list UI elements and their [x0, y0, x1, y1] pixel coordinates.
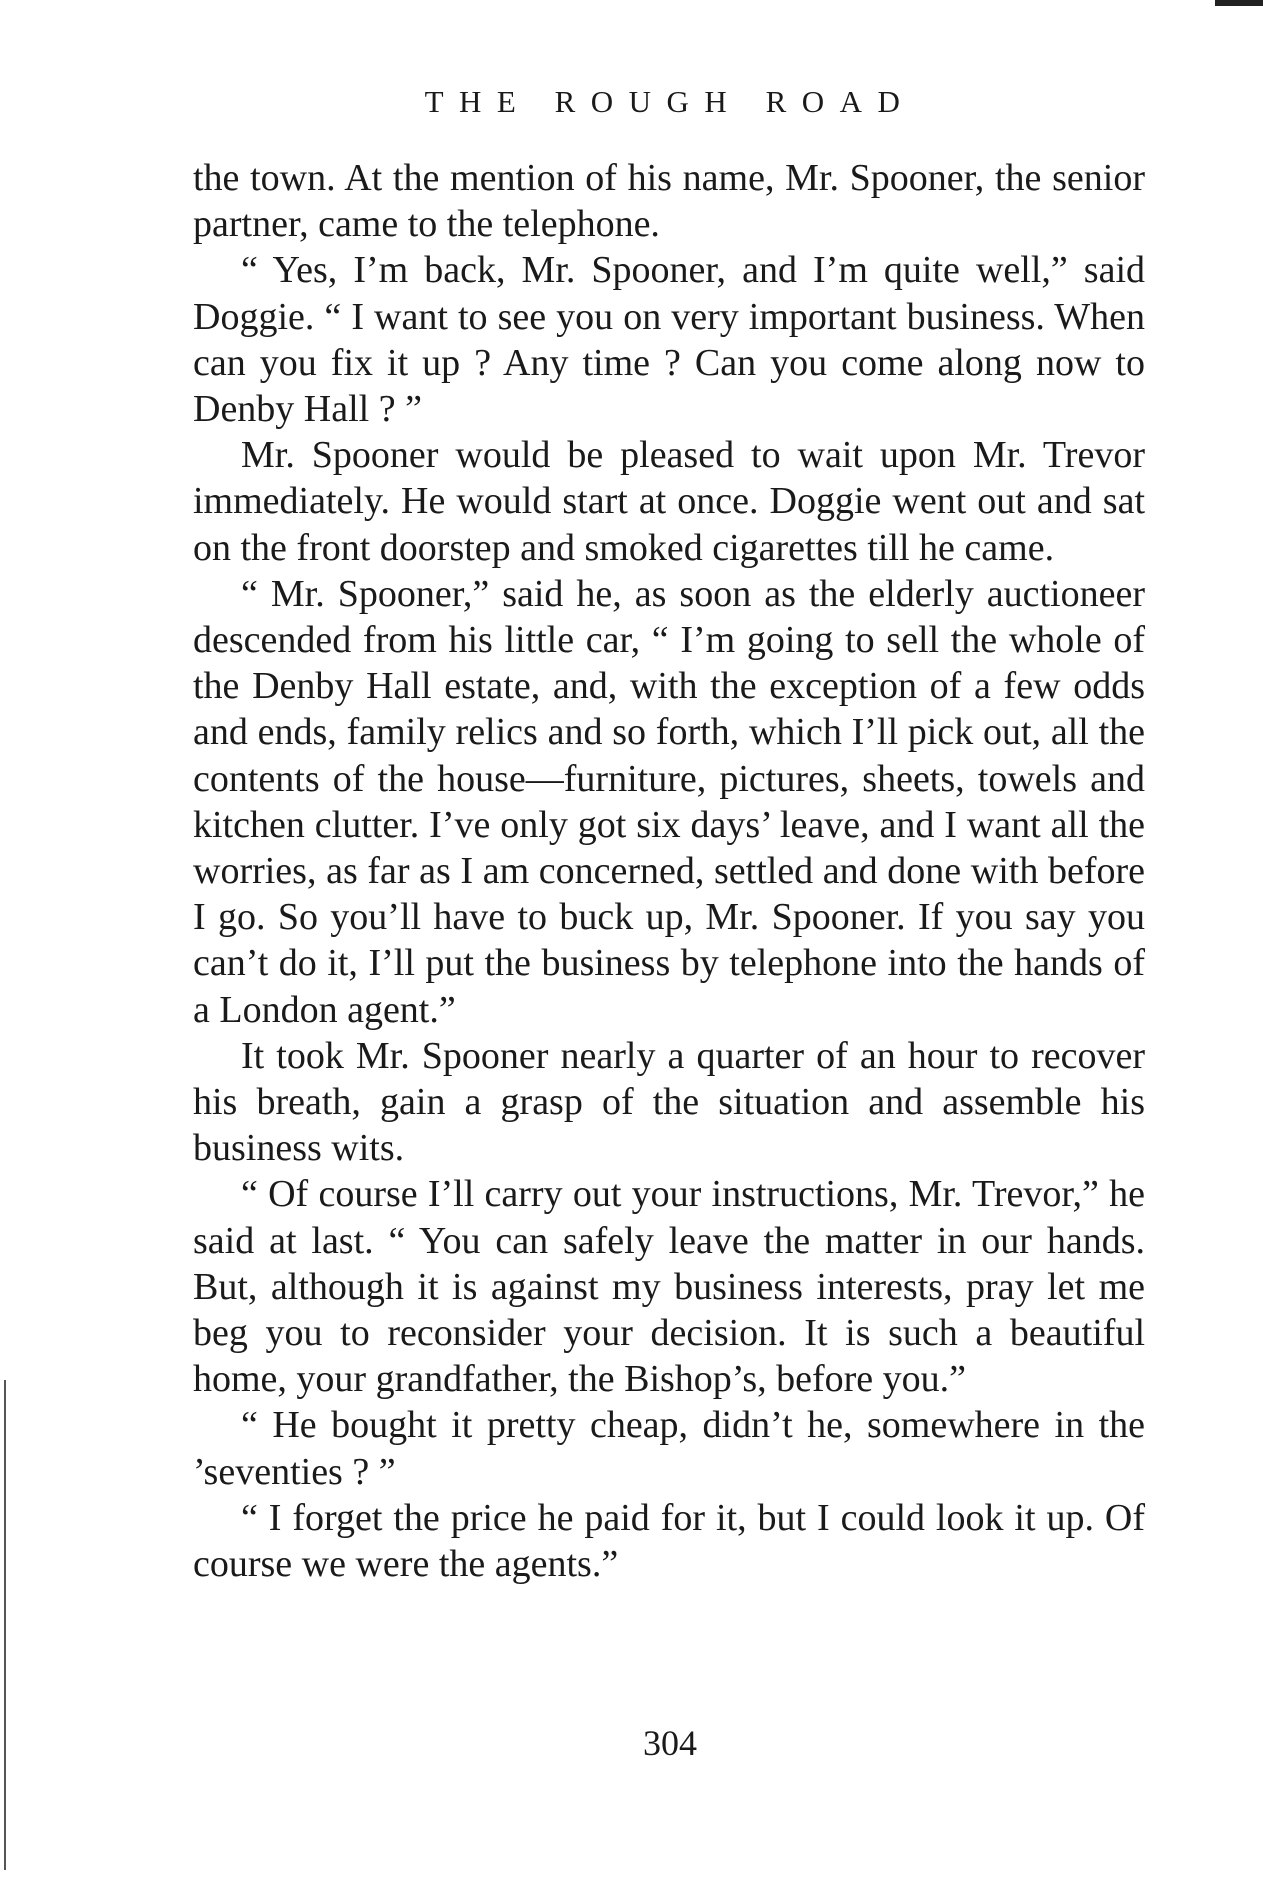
paragraph-3: Mr. Spooner would be pleased to wait upon Mr. Trevor immediately. He would start at once. Doggie went out and sat on the front doorstep and smoked cigarettes till he came.	[193, 434, 1145, 569]
paragraph-6: “ Of course I’ll carry out your instructions, Mr. Trevor,” he said at last. “ You can safely leave the matter in our hands. But, although it is against my business interests, pray let me beg you to reconsider your decision. It is such a beautiful home, your grandfather, the Bishop’s, before you.”	[193, 1173, 1145, 1401]
page-gutter-line	[4, 1380, 6, 1870]
running-head: THE ROUGH ROAD	[424, 84, 916, 119]
page-number: 304	[643, 1723, 697, 1763]
paragraph-2: “ Yes, I’m back, Mr. Spooner, and I’m quite well,” said Doggie. “ I want to see you on very important business. When can you fix it up ? Any time ? Can you come along now to Denby Hall ? ”	[193, 249, 1145, 431]
paragraph-7: “ He bought it pretty cheap, didn’t he, somewhere in the ’seventies ? ”	[193, 1404, 1145, 1493]
paragraph-1: the town. At the mention of his name, Mr. Spooner, the senior partner, came to the telephone.	[193, 157, 1145, 246]
paragraph-5: It took Mr. Spooner nearly a quarter of an hour to recover his breath, gain a grasp of the situation and assemble his business wits.	[193, 1034, 1145, 1170]
page-edge-mark	[1215, 0, 1263, 6]
body-text	[193, 155, 1145, 1587]
paragraph-8: “ I forget the price he paid for it, but I could look it up. Of course we were the agents.”	[193, 1496, 1145, 1586]
paragraph-4: “ Mr. Spooner,” said he, as soon as the elderly auctioneer descended from his little car, “ I’m going to sell the whole of the Denby Hall estate, and, with the exception of a few odds and ends, family relics and so forth, which I’ll pick out, all the contents of the house—furniture, pictures, sheets, towels and kitchen clutter. I’ve only got six days’ leave, and I want all the worries, as far as I am concerned, settled and done with before I go. So you’ll have to buck up, Mr. Spooner. If you say you can’t do it, I’ll put the business by telephone into the hands of a London agent.”	[193, 572, 1145, 1031]
